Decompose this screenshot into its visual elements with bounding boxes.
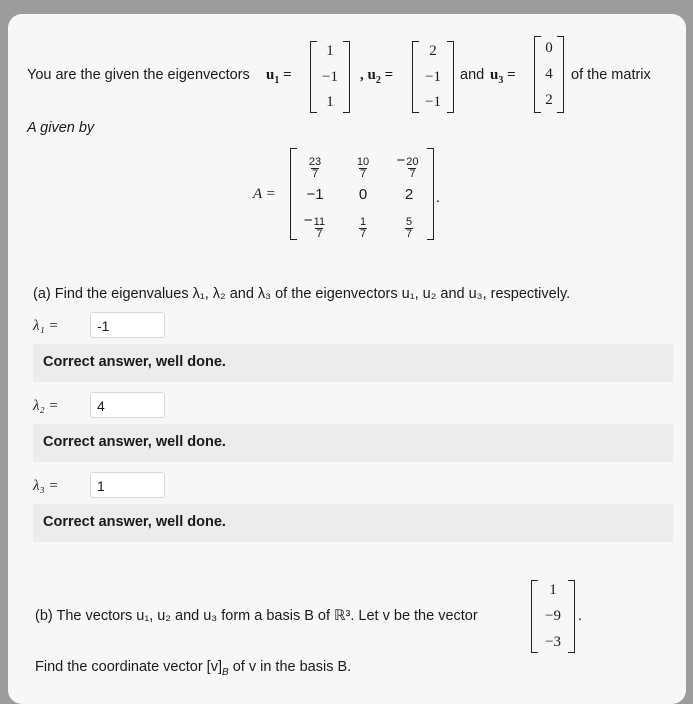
u3-label: $u_3$ = [490,67,516,86]
part-a-question: (a) Find the eigenvalues λ₁, λ₂ and λ₃ of the eigenvectors u₁, u₂ and u₃, respectively. [33,286,571,302]
lambda3-feedback: Correct answer, well done. [33,504,673,542]
lambda2-label: λ₂ = [33,398,59,414]
v-entry: −3 [545,634,561,650]
u1-vector [310,41,350,113]
matrix-cell: $\frac{5}{7}$ [405,216,413,240]
u1-entry: 1 [326,43,334,59]
v-entry: −9 [545,608,561,624]
matrix-cell: $\frac{1}{7}$ [359,216,367,240]
u3-entry: 2 [545,92,553,108]
lambda3-label: λ₃ = [33,478,59,494]
part-b-question: (b) The vectors u₁, u₂ and u₃ form a basis B of ℝ³. Let v be the vector [35,608,478,624]
matrix-cell: − $\frac{20}{7}$ [396,152,419,180]
matrix-cell: − $\frac{11}{7}$ [303,212,326,240]
part-b-find: Find the coordinate vector $[v]_B$ of v in the basis B. [35,659,352,678]
u2-entry: −1 [425,94,441,110]
u2-label: , $u_2$ = [360,67,394,86]
lambda2-input[interactable]: 4 [90,392,165,418]
lambda1-label: λ₁ = [33,318,59,334]
lambda1-input[interactable]: -1 [90,312,165,338]
u2-vector [412,41,454,113]
question-card: You are the given the eigenvectors $u_1$ = 1 −1 1 , $u_2$ = 2 −1 −1 and $u_3$ = 0 4 2 of the matrix A given by A = $\frac{23}{7}$ $\frac{10}{7}$ − $\frac{20}{7}$ −1 0 2 − $\frac{11}{7}$ $\frac{1}{7}$ $\frac{5}{7}$ . (a) Find the eigenvalues λ₁, λ₂ and λ₃ of the eigenvectors u₁, u₂ and u₃, respectively. λ₁ = -1 Correct answer, well done. λ₂ = 4 Correct answer, well done. λ₃ = 1 Correct answer, well done. (b) The vectors u₁, u₂ and u₃ form a basis B of ℝ³. Let v be the vector 1 −9 −3 . Find the coordinate vector $[v]_B$ of v in the basis B. [8,14,686,704]
u1-entry: 1 [326,94,334,110]
matrix-a [290,148,434,240]
u3-entry: 0 [545,40,553,56]
u1-entry: −1 [322,68,338,85]
matrix-cell: $\frac{10}{7}$ [356,156,370,180]
u3-entry: 4 [545,66,553,82]
and-text: and [460,67,485,83]
matrix-cell: 2 [404,186,414,203]
u2-entry: 2 [429,43,437,59]
matrix-cell: 0 [358,186,368,203]
matrix-cell: −1 [306,186,324,203]
matrix-cell: $\frac{23}{7}$ [308,156,322,180]
matrix-a-label: A = [253,186,276,202]
lambda1-feedback: Correct answer, well done. [33,344,673,382]
of-matrix-text: of the matrix [571,67,651,83]
lambda3-input[interactable]: 1 [90,472,165,498]
v-vector [531,580,575,653]
u1-label: $u_1$ = [266,67,292,86]
v-entry: 1 [549,582,557,598]
u3-vector [534,36,564,113]
u2-entry: −1 [425,68,441,85]
lambda2-feedback: Correct answer, well done. [33,424,673,462]
intro-text: You are the given the eigenvectors [27,67,250,83]
given-by-text: A given by [27,120,95,136]
